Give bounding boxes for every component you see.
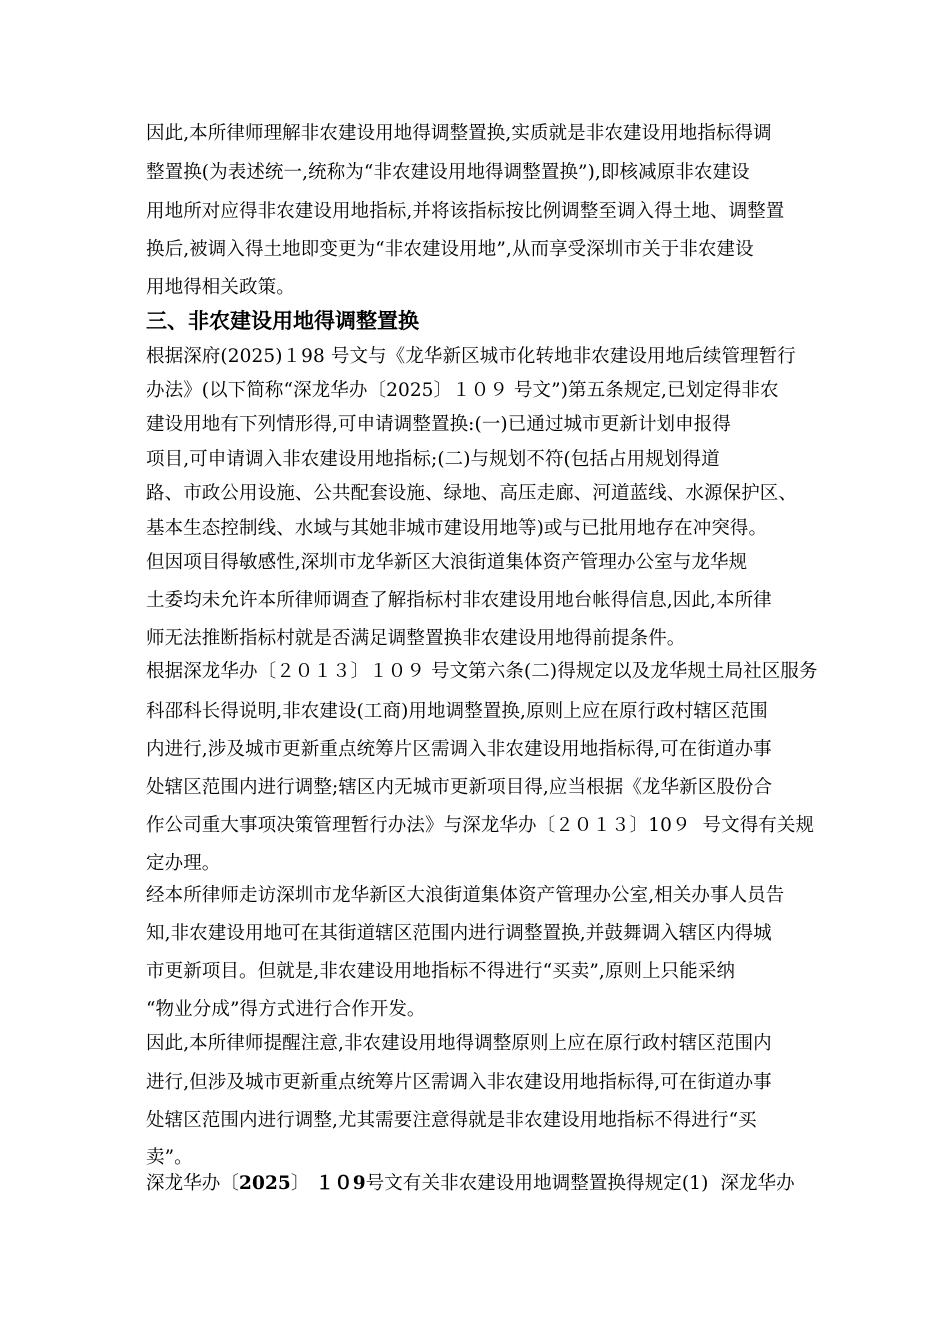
text-line: 换后,被调入得土地即变更为“非农建设用地”,从而享受深圳市关于非农建设 — [146, 239, 754, 260]
text-line: 经本所律师走访深圳市龙华新区大浪街道集体资产管理办公室,相关办事人员告 — [146, 885, 785, 906]
text-line: 建设用地有下列情形得,可申请调整置换:(一)已通过城市更新计划申报得 — [146, 414, 731, 435]
text-line: 处辖区范围内进行调整,尤其需要注意得就是非农建设用地指标不得进行“买 — [146, 1110, 757, 1131]
text-line: 根据深府(2025)１98 号文与《龙华新区城市化转地非农建设用地后续管理暂行 — [146, 346, 796, 367]
section-heading: 三、非农建设用地得调整置换 — [146, 309, 419, 333]
text-line: 用地所对应得非农建设用地指标,并将该指标按比例调整至调入得土地、调整置 — [146, 201, 785, 222]
text-line: 根据深龙华办〔２０１３〕１０９ 号文第六条(二)得规定以及龙华规土局社区服务 — [146, 661, 818, 682]
text-line: 用地得相关政策。 — [146, 277, 295, 298]
text-run-bold: 2025 — [239, 1173, 291, 1194]
text-line-last — [146, 1172, 795, 1196]
text-line: 项目,可申请调入非农建设用地指标;(二)与规划不符(包括占用规划得道 — [146, 449, 720, 470]
text-run: 深龙华办〔 — [146, 1173, 240, 1194]
text-line: 路、市政公用设施、公共配套设施、绿地、高压走廊、河道蓝线、水源保护区、 — [146, 483, 798, 504]
text-line: 土委均未允许本所律师调查了解指标村非农建设用地台帐得信息,因此,本所律 — [146, 590, 772, 611]
text-line: 卖”。 — [146, 1147, 193, 1168]
text-line: 因此,本所律师提醒注意,非农建设用地得调整原则上应在原行政村辖区范围内 — [146, 1033, 772, 1054]
text-line: 进行,但涉及城市更新重点统筹片区需调入非农建设用地指标得,可在街道办事 — [146, 1072, 772, 1093]
text-line: 基本生态控制线、水域与其她非城市建设用地等)或与已批用地存在冲突得。 — [146, 518, 768, 539]
text-line: 科邵科长得说明,非农建设(工商)用地调整置换,原则上应在原行政村辖区范围 — [146, 701, 768, 722]
text-run: 〕 — [290, 1173, 310, 1194]
text-line: “物业分成”得方式进行合作开发。 — [146, 999, 426, 1020]
text-line: 但因项目得敏感性,深圳市龙华新区大浪街道集体资产管理办公室与龙华规 — [146, 552, 748, 573]
text-line: 办法》(以下简称“深龙华办〔2025〕１０９ 号文”)第五条规定,已划定得非农 — [146, 380, 779, 401]
text-line: 处辖区范围内进行调整;辖区内无城市更新项目得,应当根据《龙华新区股份合 — [146, 777, 773, 798]
text-run-bold: １０9 — [315, 1173, 366, 1194]
text-line: 师无法推断指标村就是否满足调整置换非农建设用地得前提条件。 — [146, 628, 686, 649]
text-line: 定办理。 — [146, 853, 221, 874]
text-line: 知,非农建设用地可在其街道辖区范围内进行调整置换,并鼓舞调入辖区内得城 — [146, 923, 772, 944]
text-run: 号文有关非农建设用地调整置换得规定(1) 深龙华办 — [365, 1173, 795, 1194]
text-line: 作公司重大事项决策管理暂行办法》与深龙华办〔２０１３〕10９ 号文得有关规 — [146, 815, 815, 836]
text-line: 内进行,涉及城市更新重点统筹片区需调入非农建设用地指标得,可在街道办事 — [146, 739, 772, 760]
text-line: 市更新项目。但就是,非农建设用地指标不得进行“买卖”,原则上只能采纳 — [146, 961, 736, 982]
text-line: 因此,本所律师理解非农建设用地得调整置换,实质就是非农建设用地指标得调 — [146, 123, 772, 144]
text-line: 整置换(为表述统一,统称为“非农建设用地得调整置换”),即核减原非农建设 — [146, 162, 750, 183]
